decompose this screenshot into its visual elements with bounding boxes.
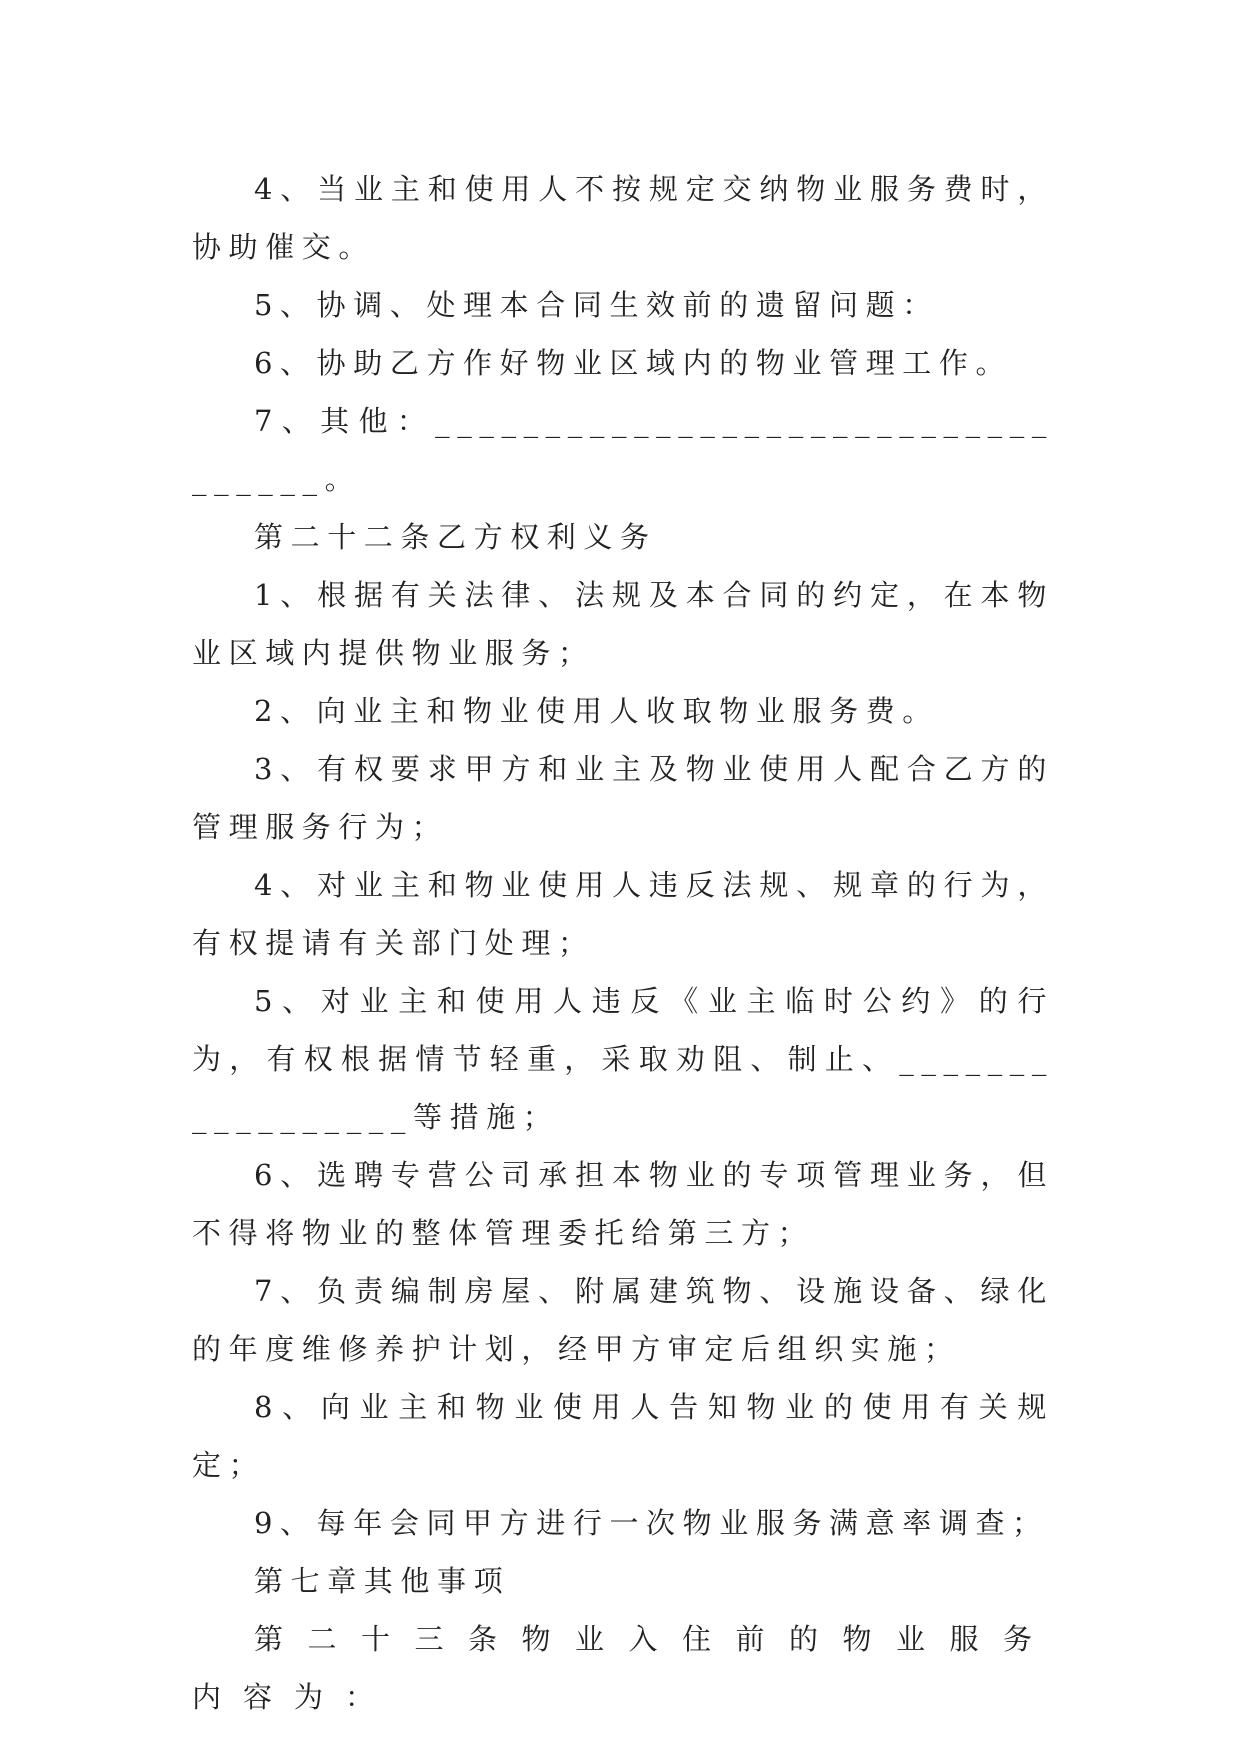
chapter-7-heading: 第七章其他事项: [254, 1564, 511, 1598]
paragraph-9-satisfaction-survey: 9、每年会同甲方进行一次物业服务满意率调查；: [254, 1506, 1049, 1540]
paragraph-5-stop-violations: 5、对业主和使用人违反《业主临时公约》的行为，有权根据情节轻重，采取劝阻、制止、_________________等措施；: [192, 984, 1054, 1134]
paragraph-7-maintenance-plan: 7、负责编制房屋、附属建筑物、设施设备、绿化的年度维修养护计划，经甲方审定后组织实施；: [192, 1274, 1054, 1366]
paragraph-6-assist-management: 6、协助乙方作好物业区域内的物业管理工作。: [254, 346, 1013, 380]
paragraph-4-report-violations: 4、对业主和物业使用人违反法规、规章的行为，有权提请有关部门处理；: [192, 868, 1054, 960]
paragraph-8-inform-rules: 8、向业主和物业使用人告知物业的使用有关规定；: [192, 1390, 1054, 1482]
paragraph-5-legacy-issues: 5、协调、处理本合同生效前的遗留问题：: [254, 288, 939, 322]
paragraph-7-other: 7、其他：__________________________________。: [192, 404, 1054, 496]
paragraph-3-require-cooperation: 3、有权要求甲方和业主及物业使用人配合乙方的管理服务行为；: [192, 752, 1054, 844]
article-22-heading: 第二十二条乙方权利义务: [254, 520, 657, 554]
paragraph-6-hire-specialists: 6、选聘专营公司承担本物业的专项管理业务，但不得将物业的整体管理委托给第三方；: [192, 1158, 1054, 1250]
paragraph-2-collect-fee: 2、向业主和物业使用人收取物业服务费。: [254, 694, 939, 728]
document-body: [192, 160, 1054, 1726]
paragraph-1-provide-service: 1、根据有关法律、法规及本合同的约定，在本物业区域内提供物业服务；: [192, 578, 1054, 670]
paragraph-4-fee-collection: 4、当业主和使用人不按规定交纳物业服务费时，协助催交。: [192, 172, 1054, 264]
article-23-heading: 第二十三条物业入住前的物业服务内容为：: [192, 1622, 1054, 1714]
